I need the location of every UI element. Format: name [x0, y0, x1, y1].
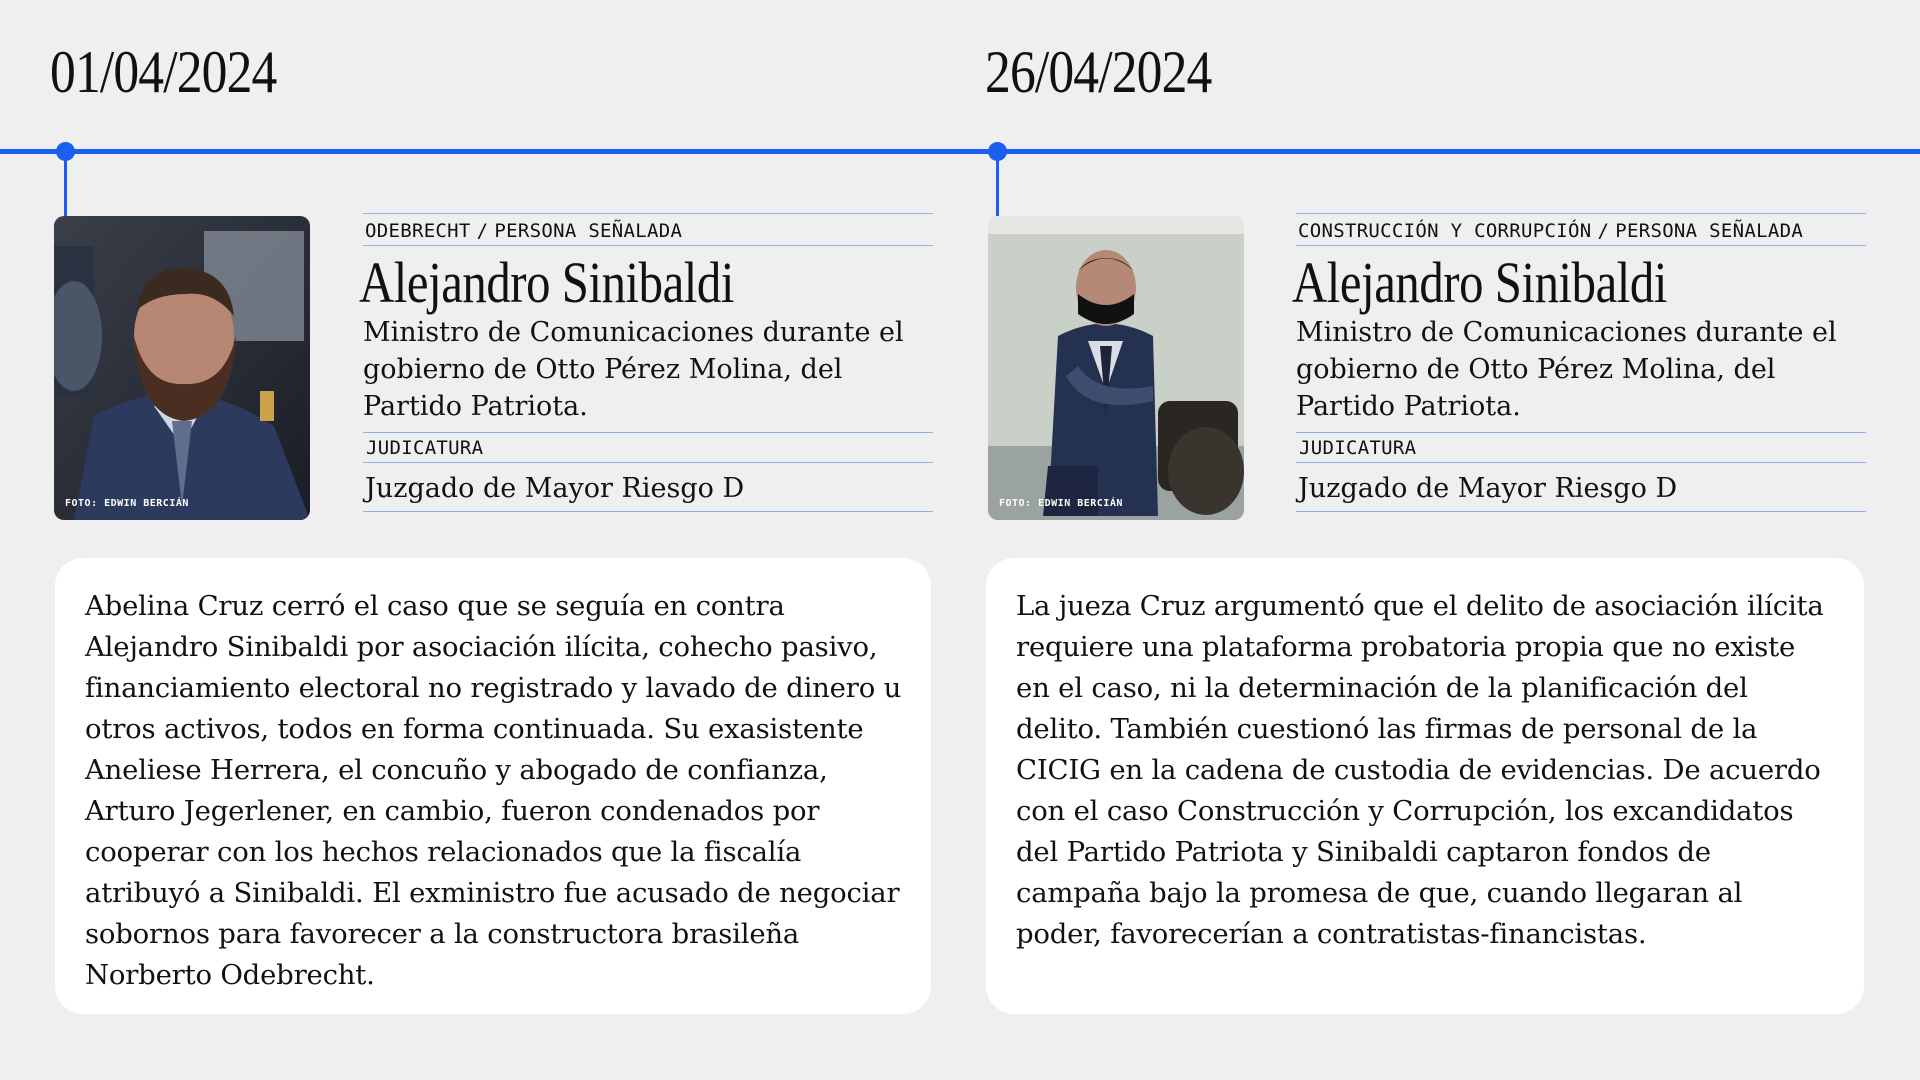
court-name: Juzgado de Mayor Riesgo D	[365, 473, 745, 504]
photo-credit: FOTO: EDWIN BERCIÁN	[65, 498, 189, 509]
divider	[363, 511, 933, 512]
case-tags: ODEBRECHT / PERSONA SEÑALADA	[365, 220, 683, 242]
person-photo	[54, 216, 310, 520]
photo-credit: FOTO: EDWIN BERCIÁN	[999, 498, 1123, 509]
summary-card	[986, 558, 1864, 1014]
timeline-line	[0, 149, 1920, 154]
timeline-connector	[64, 152, 67, 216]
summary-card	[55, 558, 931, 1014]
person-name: Alejandro Sinibaldi	[1292, 250, 1667, 315]
summary-text: La jueza Cruz argumentó que el delito de asociación ilícita requiere una plataforma probatoria propia que no existe en el caso, ni la determinación de la planificación del delito. También cuestionó las firmas de personal de la CICIG en la cadena de custodia de evidencias. De acuerdo con el caso Construcción y Corrupción, los excandidatos del Partido Patriota y Sinibaldi captaron fondos de campaña bajo la promesa de que, cuando llegaran al poder, favorecerían a contratistas-financistas.	[1016, 590, 1824, 950]
person-photo	[988, 216, 1244, 520]
entry-date: 01/04/2024	[50, 39, 277, 105]
court-label: JUDICATURA	[366, 437, 484, 459]
person-name: Alejandro Sinibaldi	[359, 250, 734, 315]
case-tags: CONSTRUCCIÓN Y CORRUPCIÓN / PERSONA SEÑALADA	[1298, 220, 1804, 242]
case-tag: ODEBRECHT	[365, 220, 471, 242]
case-tag: CONSTRUCCIÓN Y CORRUPCIÓN	[1298, 220, 1592, 242]
divider	[363, 245, 933, 246]
role-tag: PERSONA SEÑALADA	[1615, 220, 1804, 242]
role-description: Ministro de Comunicaciones durante el gobierno de Otto Pérez Molina, del Partido Patriota.	[1296, 317, 1837, 422]
person-info	[1292, 213, 1866, 512]
divider	[1296, 245, 1866, 246]
summary-text: Abelina Cruz cerró el caso que se seguía en contra Alejandro Sinibaldi por asociación ilícita, cohecho pasivo, financiamiento electoral no registrado y lavado de dinero u otros activos, todos en forma continuada. Su exasistente Aneliese Herrera, el concuño y abogado de confianza, Arturo Jegerlener, en cambio, fueron condenados por cooperar con los hechos relacionados que la fiscalía atribuyó a Sinibaldi. El exministro fue acusado de negociar sobornos para favorecer a la constructora brasileña Norberto Odebrecht.	[85, 590, 902, 991]
divider	[1296, 511, 1866, 512]
person-info	[359, 213, 933, 512]
role-tag: PERSONA SEÑALADA	[494, 220, 683, 242]
timeline-connector	[996, 152, 999, 216]
entry-date: 26/04/2024	[985, 39, 1212, 105]
court-label: JUDICATURA	[1299, 437, 1417, 459]
court-name: Juzgado de Mayor Riesgo D	[1298, 473, 1678, 504]
role-description: Ministro de Comunicaciones durante el gobierno de Otto Pérez Molina, del Partido Patriota.	[363, 317, 904, 422]
